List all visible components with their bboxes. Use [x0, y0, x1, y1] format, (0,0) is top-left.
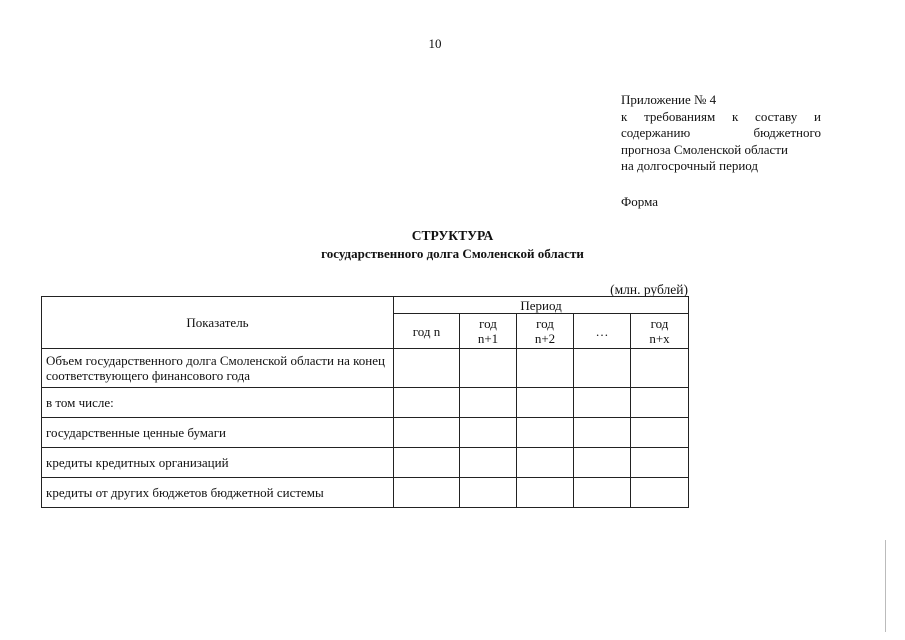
table-cell — [394, 448, 460, 478]
appendix-line-2 — [621, 109, 821, 126]
table-cell — [460, 448, 517, 478]
header-col-line: n+2 — [534, 331, 556, 346]
header-col-line: n+1 — [477, 331, 499, 346]
header-col-ellipsis — [574, 314, 631, 349]
header-col-line: год — [536, 316, 554, 331]
table-cell — [574, 349, 631, 388]
header-col-line: … — [595, 323, 609, 339]
table-cell — [517, 349, 574, 388]
table-row — [42, 349, 689, 388]
table-cell — [517, 478, 574, 508]
table-cell — [631, 448, 689, 478]
table-cell — [574, 478, 631, 508]
table-cell — [394, 418, 460, 448]
table-cell — [460, 388, 517, 418]
form-label: Форма — [621, 194, 658, 209]
appendix-word: составу — [755, 108, 798, 124]
table-row — [42, 418, 689, 448]
table-cell — [394, 349, 460, 388]
appendix-line-4: прогноза Смоленской области — [621, 141, 788, 157]
appendix-word: требованиям — [644, 108, 716, 124]
appendix-block — [621, 92, 821, 175]
table-cell — [517, 448, 574, 478]
row-label: кредиты кредитных организаций — [42, 448, 394, 478]
table-row — [42, 388, 689, 418]
table-cell — [631, 349, 689, 388]
scan-margin-line — [885, 540, 886, 632]
debt-structure-table — [41, 296, 689, 508]
appendix-word: и — [813, 108, 821, 124]
header-col-year-n — [394, 314, 460, 349]
table-cell — [631, 388, 689, 418]
row-label: государственные ценные бумаги — [42, 418, 394, 448]
table-cell — [517, 418, 574, 448]
units-label: (млн. рублей) — [610, 282, 688, 297]
table-cell — [574, 388, 631, 418]
table-row — [42, 448, 689, 478]
page-number: 10 — [428, 36, 442, 51]
table-header-row — [42, 297, 689, 314]
header-indicator: Показатель — [42, 297, 394, 349]
header-col-line: n+x — [649, 331, 670, 346]
row-label: кредиты от других бюджетов бюджетной системы — [42, 478, 394, 508]
row-label: Объем государственного долга Смоленской области на конец соответствующего финансового года — [42, 349, 394, 388]
table-cell — [460, 478, 517, 508]
table-cell — [394, 388, 460, 418]
document-title: СТРУКТУРА — [411, 228, 494, 243]
appendix-line-5: на долгосрочный период — [621, 158, 759, 173]
table-cell — [517, 388, 574, 418]
header-col-year-n1 — [460, 314, 517, 349]
appendix-word: содержанию — [621, 125, 691, 140]
table-cell — [631, 478, 689, 508]
table-cell — [574, 448, 631, 478]
header-col-line: год — [650, 316, 669, 331]
appendix-word: к — [731, 108, 739, 124]
document-subtitle: государственного долга Смоленской области — [321, 246, 584, 261]
header-period: Период — [394, 297, 689, 314]
header-col-year-n2 — [517, 314, 574, 349]
appendix-word: к — [621, 108, 628, 124]
header-col-line: год n — [412, 323, 441, 339]
table-cell — [394, 478, 460, 508]
table-row — [42, 478, 689, 508]
table-cell — [460, 349, 517, 388]
appendix-word: бюджетного — [753, 125, 821, 140]
appendix-line-3 — [621, 125, 821, 142]
header-col-line: год — [479, 316, 497, 331]
appendix-line-1: Приложение № 4 — [621, 92, 717, 107]
table-cell — [460, 418, 517, 448]
table-cell — [631, 418, 689, 448]
header-col-year-nx — [631, 314, 689, 349]
table-cell — [574, 418, 631, 448]
row-label: в том числе: — [42, 388, 394, 418]
